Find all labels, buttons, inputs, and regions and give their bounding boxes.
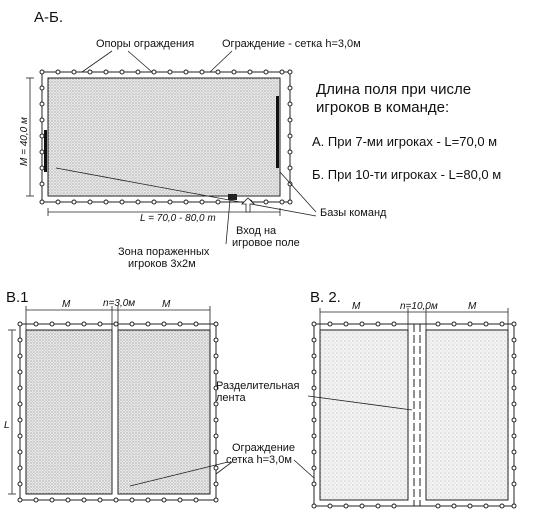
section-b2 xyxy=(294,289,516,508)
player-count-info xyxy=(312,81,501,182)
b1-side-label: L xyxy=(4,420,10,431)
playing-field xyxy=(48,78,280,196)
b2-field-left xyxy=(320,330,408,500)
divider-label-2: лента xyxy=(216,392,246,404)
b1-gap-label: n=3,0м xyxy=(103,298,136,309)
b2-field-right xyxy=(426,330,508,500)
section-b1 xyxy=(4,289,300,502)
info-line-a: А. При 7-ми игроках - L=70,0 м xyxy=(312,134,498,149)
section-ab-title: А-Б. xyxy=(34,9,64,26)
info-heading-1: Длина поля при числе xyxy=(316,81,472,98)
b2-m-left: M xyxy=(352,301,361,312)
b1-field-left xyxy=(26,330,112,494)
entrance-label-2: игровое поле xyxy=(232,237,300,249)
b1-fence-label-1: Ограждение xyxy=(232,442,296,454)
entrance-label-1: Вход на xyxy=(236,225,277,237)
zone-label-2: игроков 3х2м xyxy=(128,258,196,270)
b2-m-right: M xyxy=(468,301,477,312)
section-b1-title: В.1 xyxy=(6,289,29,306)
b2-gap-label: n=10,0м xyxy=(400,301,438,312)
zone-label-1: Зона пораженных xyxy=(118,246,210,258)
width-dimension-label: M = 40,0 м xyxy=(19,117,30,166)
entrance-arrow-icon xyxy=(242,198,254,212)
info-line-b: Б. При 10-ти игроках - L=80,0 м xyxy=(312,167,502,182)
b1-fence-label-2: сетка h=3,0м xyxy=(226,454,292,466)
affected-zone xyxy=(228,194,237,200)
info-heading-2: игроков в команде: xyxy=(316,99,450,116)
divider-label-1: Разделительная xyxy=(216,380,300,392)
b1-m-right: M xyxy=(162,299,171,310)
fence-label: Ограждение - сетка h=3,0м xyxy=(222,38,361,50)
posts-label: Опоры ограждения xyxy=(96,38,195,50)
team-bases-label: Базы команд xyxy=(320,207,387,219)
section-b2-title: В. 2. xyxy=(310,289,341,306)
team-base-right xyxy=(276,96,279,168)
length-dimension-label: L = 70,0 - 80,0 m xyxy=(140,213,216,224)
b1-m-left: M xyxy=(62,299,71,310)
